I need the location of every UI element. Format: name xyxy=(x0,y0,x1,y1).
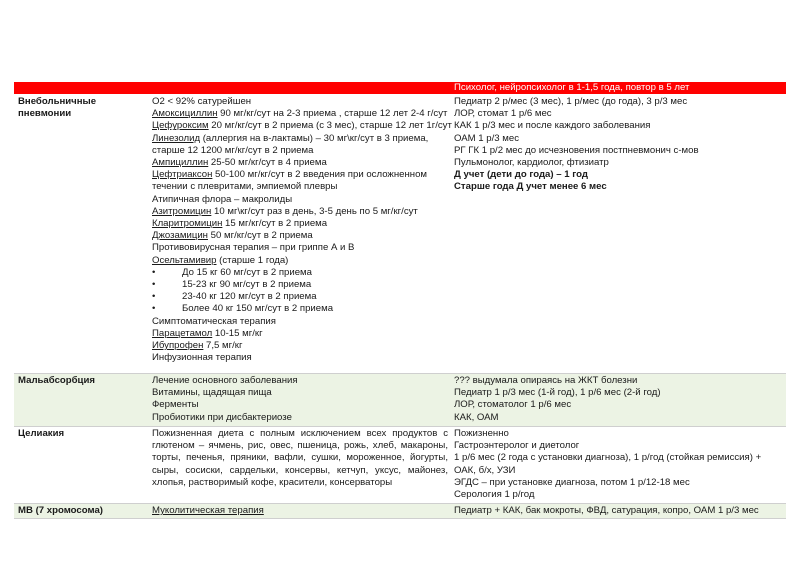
bullet-text: 15-23 кг 90 мг/сут в 2 приема xyxy=(182,279,312,291)
followup-line-bold: Д учет (дети до года) – 1 год xyxy=(454,169,588,181)
followup-line: КАК 1 р/3 мес и после каждого заболевания xyxy=(454,120,651,132)
header-red-bar xyxy=(14,82,786,94)
treatment-line: Атипичная флора – макролиды xyxy=(152,193,293,205)
treatment-line: Ферменты xyxy=(152,399,199,411)
bullet-icon: • xyxy=(152,266,156,278)
followup-line-bold: Старше года Д учет менее 6 мес xyxy=(454,181,607,193)
dosage-bullet-item xyxy=(152,303,452,315)
followup-column xyxy=(454,428,784,501)
drug-name: Кларитромицин xyxy=(152,218,223,230)
section-celiac xyxy=(14,427,786,504)
treatment-line: Симптоматическая терапия xyxy=(152,315,276,327)
drug-dosage: 25-50 мг/кг/сут в 4 приема xyxy=(208,157,327,169)
treatment-line: Пробиотики при дисбактериозе xyxy=(152,411,292,423)
section-cystic-fibrosis xyxy=(14,504,786,519)
followup-line: ЛОР, стоматолог 1 р/6 мес xyxy=(454,399,572,411)
treatment-line xyxy=(152,328,452,340)
drug-name: Осельтамивир xyxy=(152,254,217,266)
followup-line: ОАМ 1 р/3 мес xyxy=(454,132,520,144)
treatment-line: Муколитическая терапия xyxy=(152,505,264,516)
followup-line: Пульмонолог, кардиолог, фтизиатр xyxy=(454,157,609,169)
treatment-column xyxy=(152,505,452,517)
treatment-line xyxy=(152,120,452,132)
drug-name: Ампициллин xyxy=(152,157,209,169)
drug-name: Парацетамол xyxy=(152,327,213,339)
drug-dosage: 10 мг\кг/сут раз в день, 3-5 день по 5 мг/кг/сут xyxy=(211,205,418,217)
drug-name: Цефтриаксон xyxy=(152,169,213,181)
drug-dosage: (старше 1 года) xyxy=(216,254,289,266)
drug-dosage: 50-100 мг/кг/сут в 2 введения при осложненном xyxy=(212,169,427,181)
followup-column xyxy=(454,375,784,424)
followup-line: ??? выдумала опираясь на ЖКТ болезни xyxy=(454,375,638,386)
treatment-line: течении с плевритами, эмпиемой плевры xyxy=(152,181,338,193)
treatment-line: Противовирусная терапия – при гриппе А и В xyxy=(152,242,355,254)
treatment-line xyxy=(152,340,452,352)
dosage-bullet-item xyxy=(152,291,452,303)
section-title-cf: МВ (7 хромосома) xyxy=(18,505,103,516)
drug-dosage: 15 мг/кг/сут в 2 приема xyxy=(222,218,328,230)
section-title-pneumonia xyxy=(18,96,128,120)
treatment-line: Лечение основного заболевания xyxy=(152,375,298,386)
followup-line: РГ ГК 1 р/2 мес до исчезновения постпневмонич с-мов xyxy=(454,144,699,156)
section-pneumonia xyxy=(14,95,786,374)
dosage-bullet-item xyxy=(152,267,452,279)
treatment-line xyxy=(152,206,452,218)
treatment-column xyxy=(152,96,452,364)
followup-line: Серология 1 р/год xyxy=(454,489,535,501)
treatment-line xyxy=(152,108,452,120)
bullet-icon: • xyxy=(152,291,156,303)
drug-name: Линезолид xyxy=(152,132,201,144)
followup-line: Педиатр 2 р/мес (3 мес), 1 р/мес (до года), 3 р/3 мес xyxy=(454,96,688,107)
bullet-text: До 15 кг 60 мг/сут в 2 приема xyxy=(182,266,312,278)
drug-name: Джозамицин xyxy=(152,230,208,242)
drug-dosage: 10-15 мг/кг xyxy=(212,327,263,339)
drug-dosage: (аллергия на в-лактамы) – 30 мг\кг/сут в 3 приема, xyxy=(200,132,429,144)
followup-line: Педиатр 1 р/3 мес (1-й год), 1 р/6 мес (2-й год) xyxy=(454,387,661,399)
celiac-diet-text: Пожизненная диета с полным исключением всех продуктов с глютеном – ячмень, рис, овес, пшеница, рожь, хлеб, макароны, торты, печенья, пряники, вафли, сушки, мороженное, йогурты, сыры, сосиски, сардельки, консервы, кетчуп, уксус, майонез, хлопья, растворимый кофе, красители, консерваторы xyxy=(152,428,448,488)
drug-dosage: 7,5 мг/кг xyxy=(203,340,243,352)
header-bar-text: Психолог, нейропсихолог в 1-1,5 года, повтор в 5 лет xyxy=(454,82,690,93)
followup-line: КАК, ОАМ xyxy=(454,411,499,423)
treatment-line xyxy=(152,230,452,242)
drug-name: Цефуроксим xyxy=(152,120,209,132)
drug-dosage: 50 мг/кг/сут в 2 приема xyxy=(207,230,313,242)
followup-line: ЭГДС – при установке диагноза, потом 1 р/12-18 мес xyxy=(454,476,690,488)
treatment-line xyxy=(152,133,452,145)
followup-line: ЛОР, стомат 1 р/6 мес xyxy=(454,108,552,120)
treatment-line xyxy=(152,169,452,181)
followup-line: Пожизненно xyxy=(454,428,509,439)
followup-column xyxy=(454,96,784,194)
bullet-text: Более 40 кг 150 мг/сут в 2 приема xyxy=(182,303,334,315)
drug-dosage: 90 мг/кг/сут на 2-3 приема , старше 12 лет 2-4 г/сут xyxy=(217,108,448,120)
treatment-line: старше 12 1200 мг/кг/сут в 2 приема xyxy=(152,144,314,156)
treatment-line: О2 < 92% сатурейшен xyxy=(152,96,252,107)
section-malabsorption xyxy=(14,374,786,427)
treatment-line: Инфузионная терапия xyxy=(152,352,252,364)
treatment-line xyxy=(152,218,452,230)
section-title-text: Внебольничные пневмонии xyxy=(18,96,97,119)
drug-name: Азитромицин xyxy=(152,205,212,217)
treatment-column xyxy=(152,428,452,489)
drug-name: Ибупрофен xyxy=(152,340,204,352)
bullet-icon: • xyxy=(152,279,156,291)
treatment-line: Витамины, щадящая пища xyxy=(152,387,272,399)
followup-column xyxy=(454,505,784,517)
treatment-line xyxy=(152,157,452,169)
dosage-bullet-item xyxy=(152,279,452,291)
bullet-text: 23-40 кг 120 мг/сут в 2 приема xyxy=(182,291,317,303)
drug-name: Амоксициллин xyxy=(152,108,218,120)
section-title-malabsorption: Мальабсорбция xyxy=(18,375,95,386)
drug-dosage: 20 мг/кг/сут в 2 приема (с 3 мес), старше 12 лет 1г/сут xyxy=(208,120,452,132)
treatment-column xyxy=(152,375,452,424)
bullet-icon: • xyxy=(152,303,156,315)
treatment-line xyxy=(152,255,452,267)
followup-line: 1 р/6 мес (2 года с установки диагноза), 1 р/год (стойкая ремиссия) + ОАК, б/х, УЗИ xyxy=(454,452,762,476)
followup-line: Гастроэнтеролог и диетолог xyxy=(454,440,580,452)
followup-line: Педиатр + КАК, бак мокроты, ФВД, сатурация, копро, ОАМ 1 р/3 мес xyxy=(454,505,759,516)
section-title-celiac: Целиакия xyxy=(18,428,65,439)
